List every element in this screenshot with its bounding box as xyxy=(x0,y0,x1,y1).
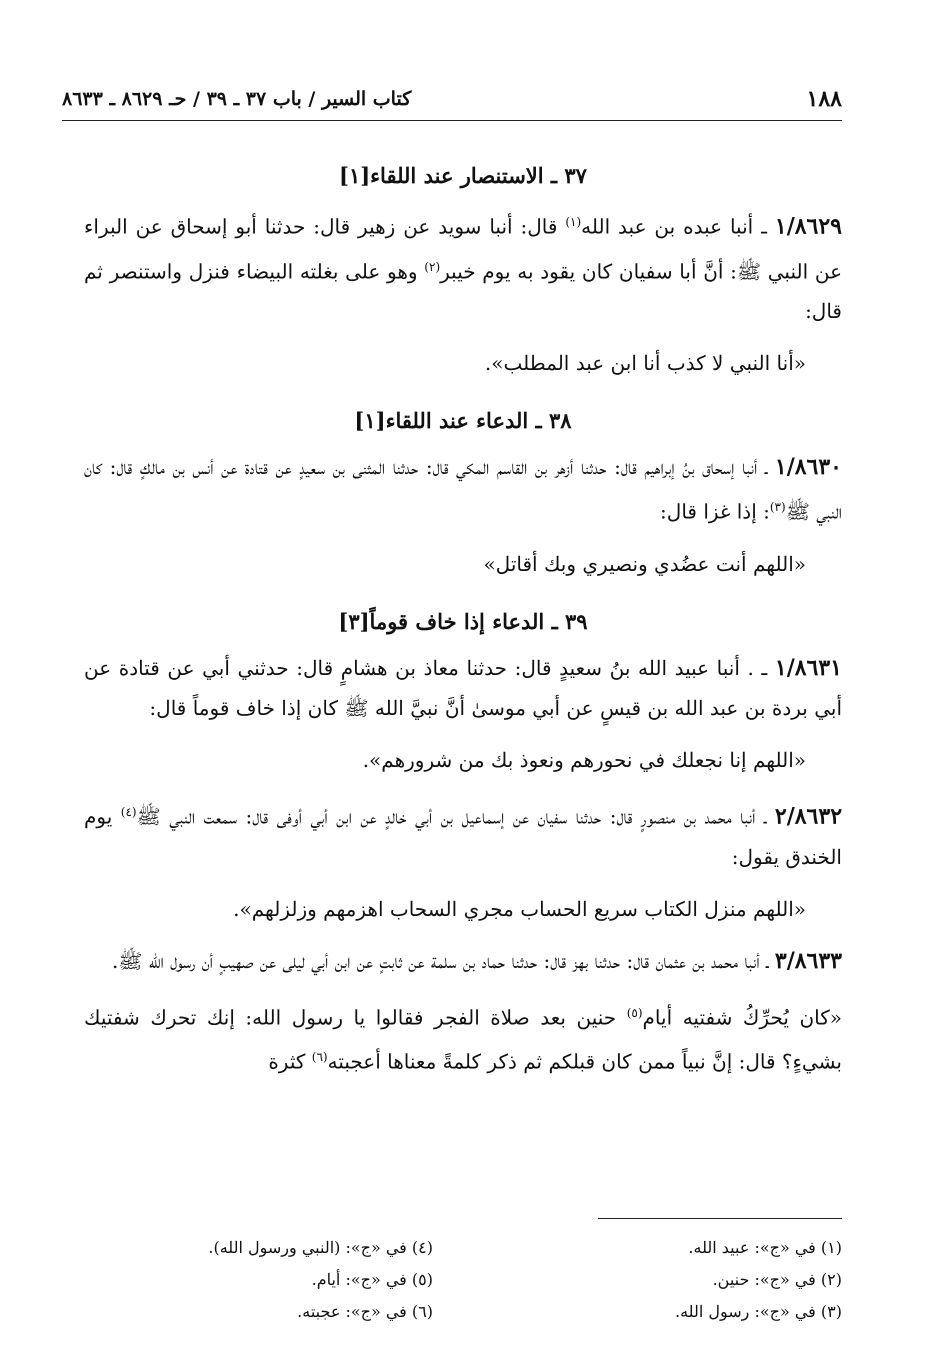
hadith-number: ١/٨٦٣١ xyxy=(774,654,842,681)
footnote-ref: (٢) xyxy=(424,259,441,274)
section-heading: ٣٧ ـ الاستنصار عند اللقاء[١] xyxy=(339,163,587,188)
hadith-text: ـ أنبا محمد بن عثمان قال: حدثنا بهز قال: حدثنا حماد بن سلمة عن ثابتٍ عن ابن أبي ليلى عن صهيبٍ أن رسول الله ﷺ. xyxy=(111,948,775,973)
footnote: (٦) في «ج»: عجبته. xyxy=(297,1302,433,1321)
hadith-text: وهو على بغلته البيضاء فنزل واستنصر ثم قال: xyxy=(84,259,842,324)
section-heading: ٣٩ ـ الدعاء إذا خاف قوماً[٣] xyxy=(338,608,588,634)
main-text xyxy=(84,150,842,1094)
footnote: (١) في «ج»: عبيد الله. xyxy=(688,1238,842,1257)
hadith-quote: «اللهم إنا نجعلك في نحورهم ونعوذ بك من شرورهم». xyxy=(362,747,806,772)
quote-text: حنين بعد صلاة الفجر فقالوا يا رسول الله: إنك تحرك شفتيك بشيءٍ؟ قال: إنَّ نبياً ممن كان قبلكم ثم ذكر كلمةً معناها أعجبته xyxy=(84,1005,842,1074)
footnote-ref: (١) xyxy=(565,215,582,229)
footnotes-divider xyxy=(598,1218,842,1219)
hadith-quote: «اللهم أنت عضُدي ونصيري وبك أقاتل» xyxy=(483,551,806,576)
hadith-quote-continued xyxy=(84,993,842,1082)
hadith-text: قال: أنبا سويد عن زهير قال: حدثنا أبو إسحاق عن البراء عن النبي ﷺ: أنَّ أبا سفيان كان يقود به يوم خيبر xyxy=(84,214,842,284)
hadith-text: ـ . أنبا عبيد الله بنُ سعيدٍ قال: حدثنا معاذ بن هشامٍ قال: حدثني أبي عن قتادة عن أبي بردة بن عبد الله بن قيسٍ عن أبي موسىٰ أنَّ نبيَّ الله ﷺ كان إذا خاف قوماً قال: xyxy=(84,655,842,720)
footnote-ref: (٥) xyxy=(626,1005,643,1020)
hadith-text: : إذا غزا قال: xyxy=(660,499,770,524)
hadith-number: ٣/٨٦٣٣ xyxy=(774,947,842,974)
hadith-text: ـ أنبا إسحاق بنُ إبراهيم قال: حدثنا أزهر بن القاسم المكي قال: حدثنا المثنى بن سعيدٍ عن قتادة عن أنس بن مالكٍ قال: كان النبي ﷺ xyxy=(84,455,842,524)
footnote-ref: (٦) xyxy=(311,1050,328,1065)
footnote: (٢) في «ج»: حنين. xyxy=(712,1270,842,1289)
hadith-8632 xyxy=(84,792,842,877)
footnote-ref: (٤) xyxy=(120,804,137,819)
hadith-8633 xyxy=(84,941,842,981)
footnote: (٤) في «ج»: (النبي ورسول الله). xyxy=(208,1238,433,1257)
hadith-text: يوم الخندق يقول: xyxy=(84,804,842,869)
hadith-8630 xyxy=(84,447,842,532)
running-header xyxy=(62,86,842,121)
hadith-quote: «اللهم منزل الكتاب سريع الحساب مجري السحاب اهزمهم وزلزلهم». xyxy=(233,896,806,921)
page-number: ١٨٨ xyxy=(806,86,842,112)
footnotes xyxy=(84,1232,842,1328)
footnote-ref: (٣) xyxy=(769,500,786,515)
hadith-text: ـ أنبا محمد بن منصورٍ قال: حدثنا سفيان عن إسماعيل بن أبي خالدٍ عن ابن أبي أوفى قال: سمعت النبي ﷺ xyxy=(136,804,775,829)
hadith-text: ـ أنبا عبده بن عبد الله xyxy=(581,214,775,239)
running-header-title: كتاب السير / باب ٣٧ ـ ٣٩ / حـ ٨٦٢٩ ـ ٨٦٣٣ xyxy=(62,88,412,110)
quote-text: «كان يُحرِّكُ شفتيه أيام xyxy=(642,1005,842,1030)
footnote: (٥) في «ج»: أيام. xyxy=(311,1270,433,1289)
hadith-8631 xyxy=(84,648,842,728)
hadith-number: ٢/٨٦٣٢ xyxy=(774,803,843,830)
footnotes-column-right xyxy=(493,1232,842,1328)
footnote: (٣) في «ج»: رسول الله. xyxy=(674,1302,842,1321)
section-heading: ٣٨ ـ الدعاء عند اللقاء[١] xyxy=(354,408,572,434)
hadith-8629 xyxy=(84,202,842,331)
hadith-number: ١/٨٦٢٩ xyxy=(774,213,842,240)
hadith-number: ١/٨٦٣٠ xyxy=(774,454,842,481)
footnotes-column-left xyxy=(84,1232,493,1328)
quote-text: كثرة xyxy=(268,1049,312,1074)
hadith-quote: «أنا النبي لا كذب أنا ابن عبد المطلب». xyxy=(484,351,806,376)
